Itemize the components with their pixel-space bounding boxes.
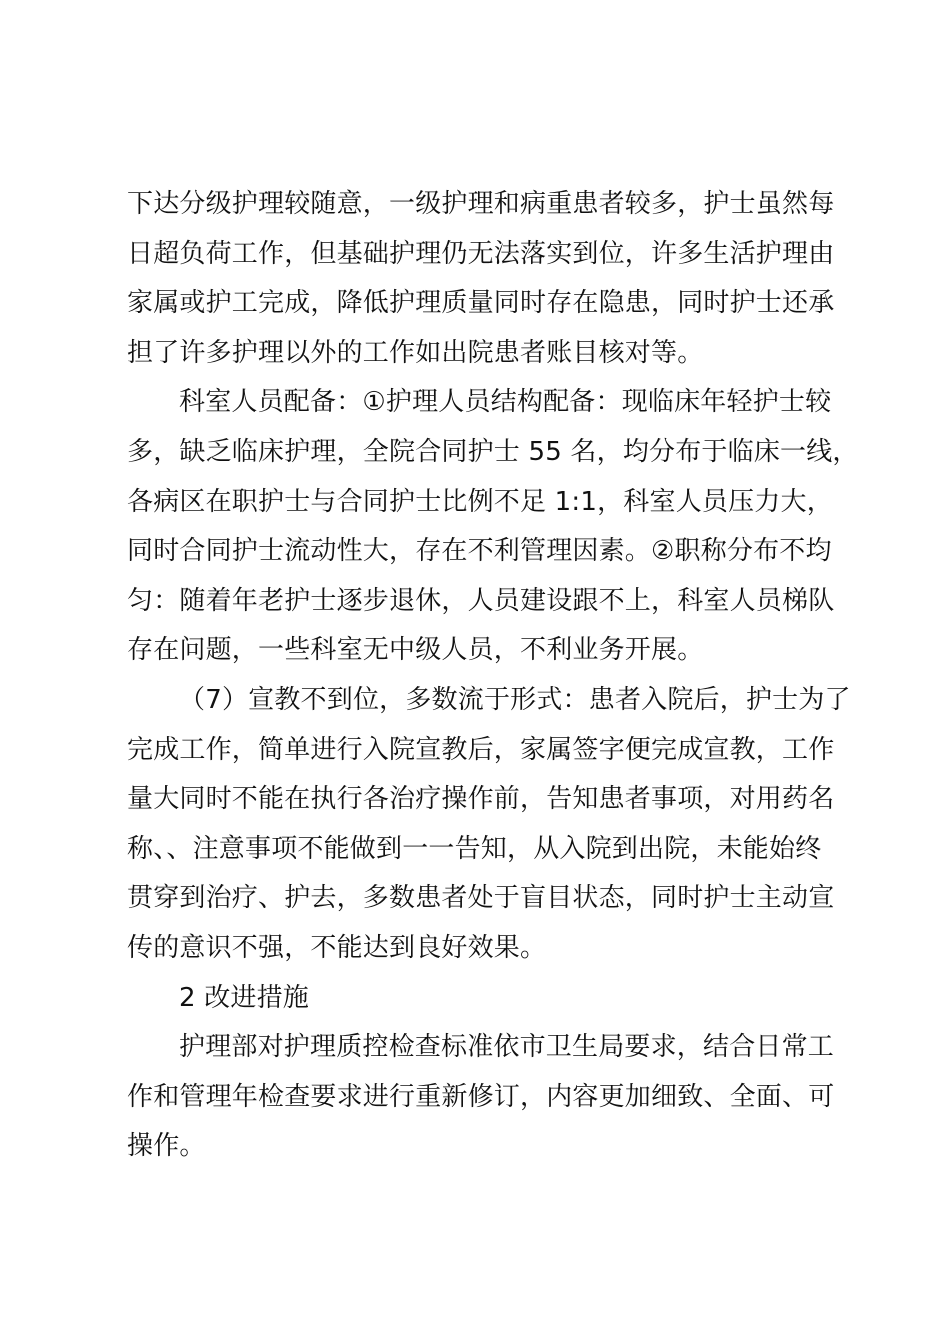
paragraph-first-line: （7）宣教不到位，多数流于形式：患者入院后，护士为了	[179, 684, 851, 715]
text-line: 担了许多护理以外的工作如出院患者账目核对等。	[127, 337, 704, 368]
text-line: 贯穿到治疗、护去，多数患者处于盲目状态，同时护士主动宣	[127, 883, 835, 914]
paragraph-first-line: 科室人员配备：①护理人员结构配备：现临床年轻护士较	[179, 387, 832, 418]
text-line: 各病区在职护士与合同护士比例不足 1:1，科室人员压力大，	[127, 486, 833, 517]
text-line: 完成工作，简单进行入院宣教后，家属签字便完成宣教，工作	[127, 734, 835, 765]
text-line: 存在问题，一些科室无中级人员，不利业务开展。	[127, 635, 704, 666]
paragraph-first-line: 护理部对护理质控检查标准依市卫生局要求，结合日常工	[179, 1032, 835, 1063]
text-line: 操作。	[127, 1131, 206, 1162]
text-line: 日超负荷工作，但基础护理仍无法落实到位，许多生活护理由	[127, 238, 835, 269]
text-line: 家属或护工完成，降低护理质量同时存在隐患，同时护士还承	[127, 288, 835, 319]
text-line: 称、、注意事项不能做到一一告知，从入院到出院，未能始终	[127, 833, 822, 864]
text-line: 作和管理年检查要求进行重新修订，内容更加细致、全面、可	[127, 1081, 835, 1112]
text-line: 传的意识不强，不能达到良好效果。	[127, 932, 547, 963]
text-line: 下达分级护理较随意，一级护理和病重患者较多，护士虽然每	[127, 189, 835, 219]
document-body	[127, 180, 857, 1172]
text-line: 匀：随着年老护士逐步退休，人员建设跟不上，科室人员梯队	[127, 585, 835, 616]
text-line: 量大同时不能在执行各治疗操作前，告知患者事项，对用药名	[127, 784, 835, 815]
text-line: 同时合同护士流动性大，存在不利管理因素。②职称分布不均	[127, 536, 832, 567]
section-heading: 2 改进措施	[179, 982, 310, 1013]
text-line: 多，缺乏临床护理，全院合同护士 55 名，均分布于临床一线，	[127, 436, 859, 467]
